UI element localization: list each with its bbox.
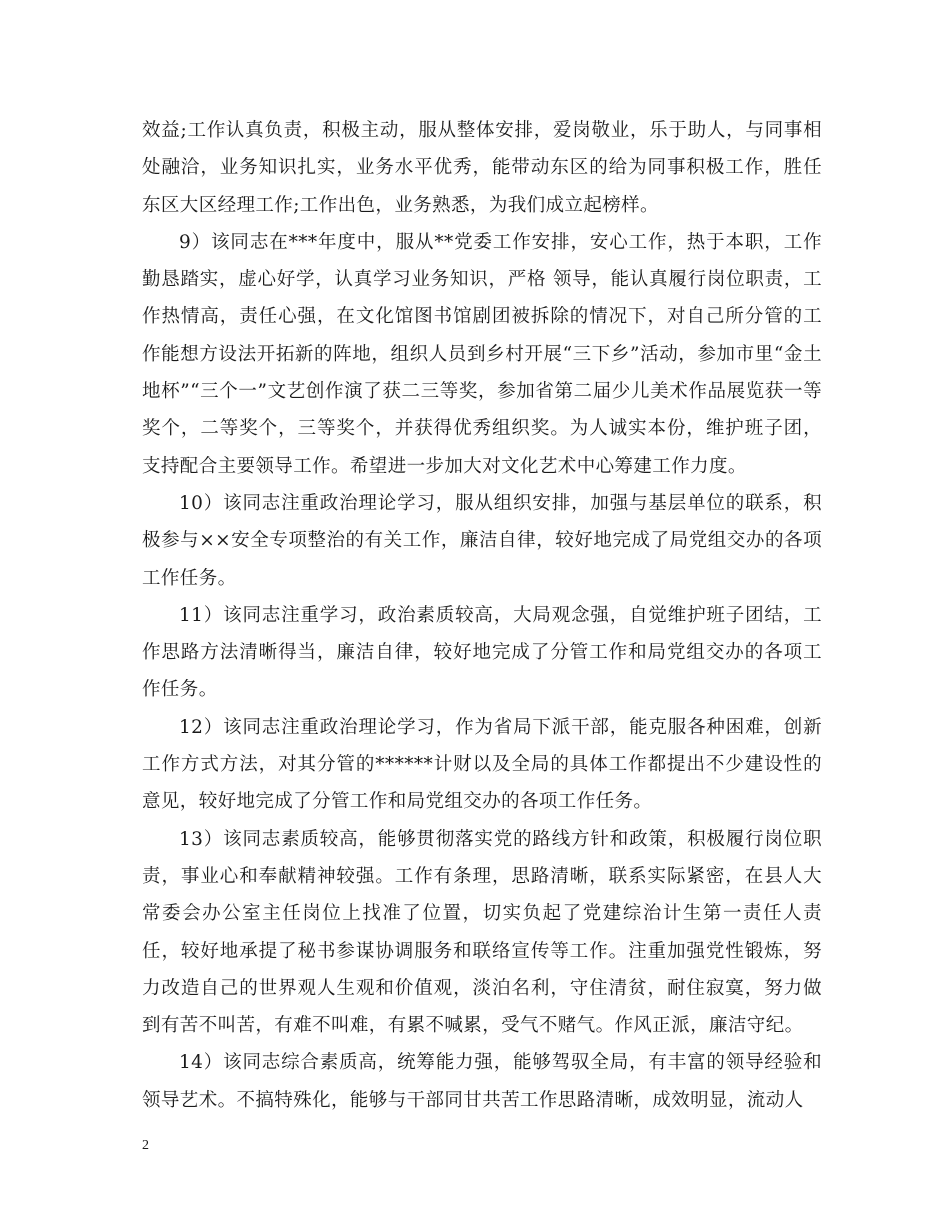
paragraph-item-11: 11）该同志注重学习，政治素质较高，大局观念强，自觉维护班子团结，工作思路方法清晰得当，廉洁自律，较好地完成了分管工作和局党组交办的各项工作任务。 (142, 604, 822, 701)
document-body (142, 112, 822, 1119)
paragraph-item-10: 10）该同志注重政治理论学习，服从组织安排，加强与基层单位的联系，积极参与××安全专项整治的有关工作，廉洁自律，较好地完成了局党组交办的各项工作任务。 (142, 492, 822, 589)
paragraph-continued: 效益;工作认真负责，积极主动，服从整体安排，爱岗敬业，乐于助人，与同事相处融洽，业务知识扎实，业务水平优秀，能带动东区的给为同事积极工作，胜任东区大区经理工作;工作出色，业务熟悉，为我们成立起榜样。 (142, 120, 822, 216)
page-number: 2 (142, 1138, 149, 1153)
paragraph-item-9: 9）该同志在***年度中，服从**党委工作安排，安心工作，热于本职，工作勤恳踏实，虚心好学，认真学习业务知识，严格 领导，能认真履行岗位职责，工作热情高，责任心强，在文化馆图书馆剧团被拆除的情况下，对自己所分管的工作能想方设法开拓新的阵地，组织人员到乡村开展“三下乡”活动，参加市里“金土地杯”“三个一”文艺创作演了获二三等奖，参加省第二届少儿美术作品展览获一等奖个，二等奖个，三等奖个，并获得优秀组织奖。为人诚实本份，维护班子团，支持配合主要领导工作。希望进一步加大对文化艺术中心筹建工作力度。 (142, 231, 822, 477)
paragraph-item-13: 13）该同志素质较高，能够贯彻落实党的路线方针和政策，积极履行岗位职责，事业心和奉献精神较强。工作有条理，思路清晰，联系实际紧密，在县人大常委会办公室主任岗位上找准了位置，切实负起了党建综治计生第一责任人责任，较好地承提了秘书参谋协调服务和联络宣传等工作。注重加强党性锻炼，努力改造自己的世界观人生观和价值观，淡泊名利，守住清贫，耐住寂寞，努力做到有苦不叫苦，有难不叫难，有累不喊累，受气不赌气。作风正派，廉洁守纪。 (142, 828, 822, 1037)
paragraph-item-12: 12）该同志注重政治理论学习，作为省局下派干部，能克服各种困难，创新工作方式方法，对其分管的******计财以及全局的具体工作都提出不少建设性的意见，较好地完成了分管工作和局党组交办的各项工作任务。 (142, 716, 822, 813)
paragraph-item-14: 14）该同志综合素质高，统筹能力强，能够驾驭全局，有丰富的领导经验和领导艺术。不搞特殊化，能够与干部同甘共苦工作思路清晰，成效明显，流动人 (142, 1052, 822, 1111)
